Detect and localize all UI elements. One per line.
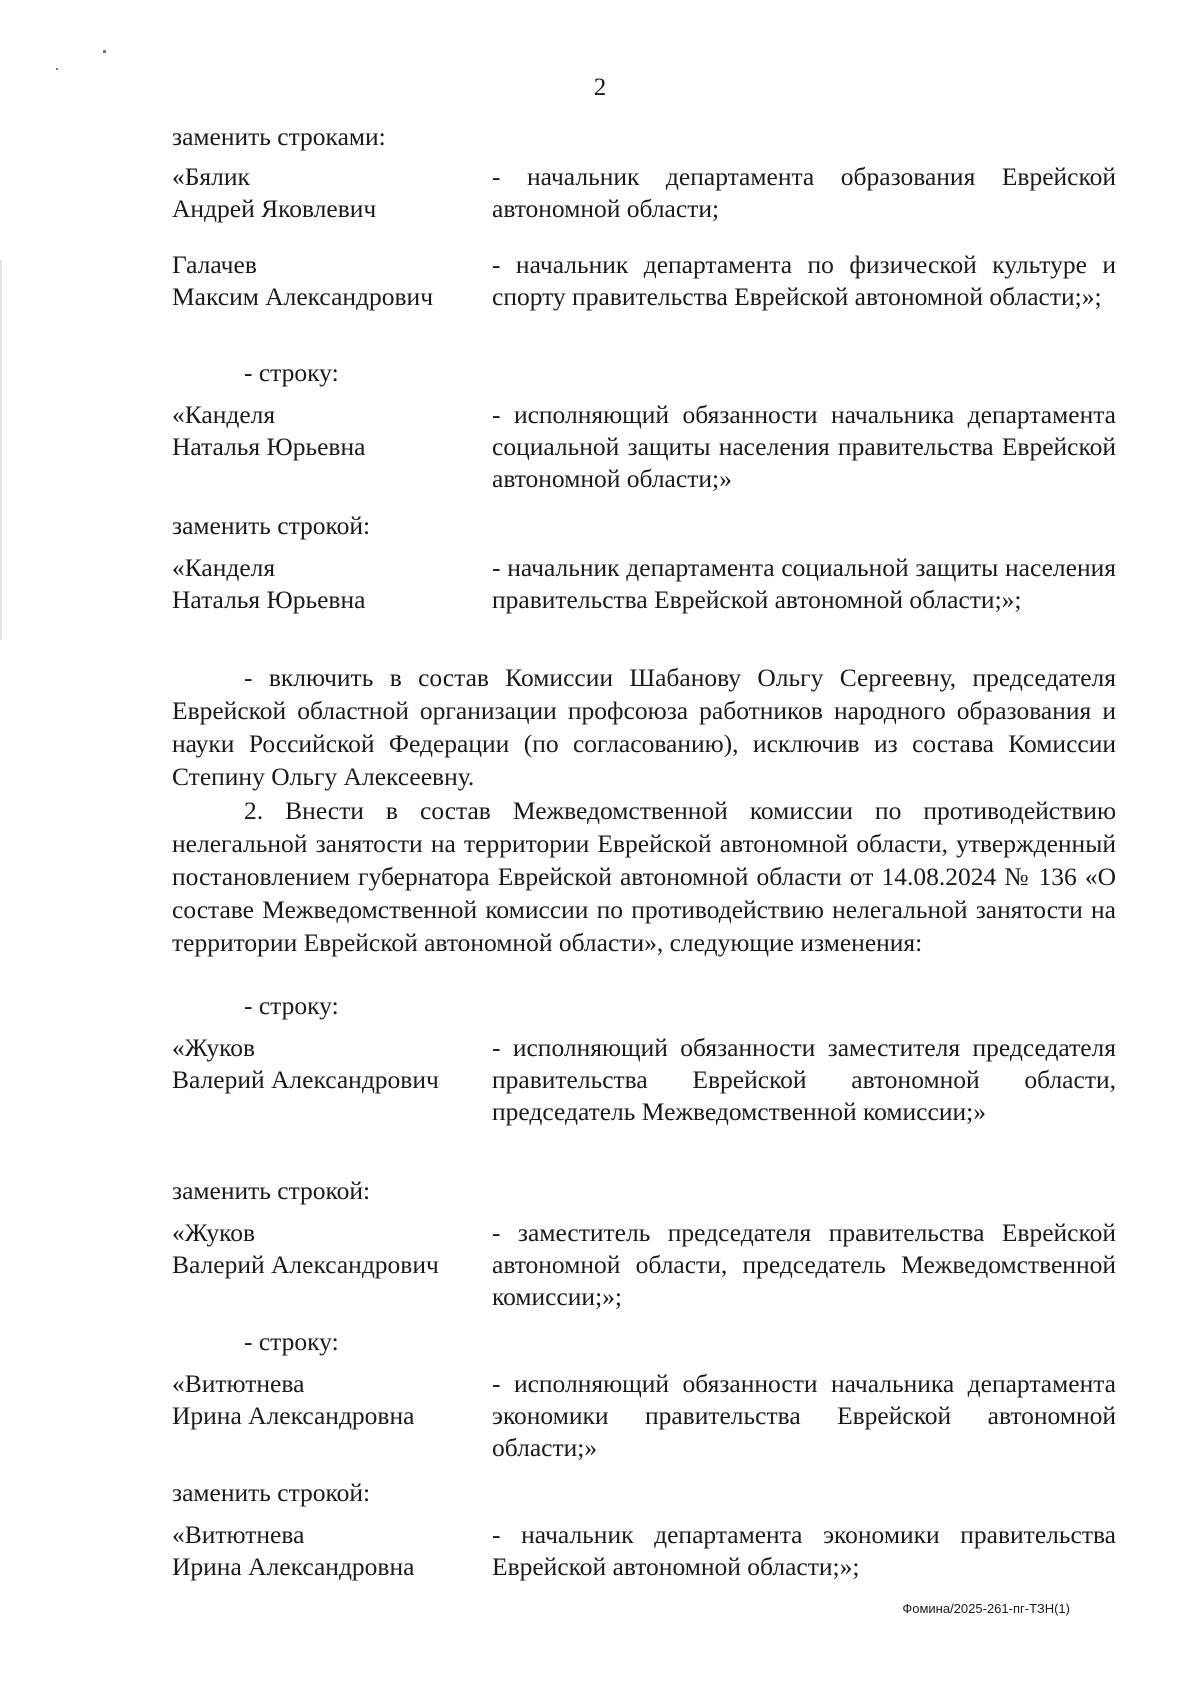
replace-line-label: заменить строкой:: [172, 511, 371, 540]
entry-description: - заместитель председателя правительства Еврейской автономной области, председатель Межведомственной комиссии;»;: [492, 1218, 1116, 1311]
entry-name: «Витютнева Ирина Александровна: [172, 1520, 415, 1581]
line-label: - строку:: [244, 1327, 339, 1356]
entry-description: - начальник департамента социальной защиты населения правительства Еврейской автономной области;»;: [492, 553, 1116, 614]
entry-description: - исполняющий обязанности начальника департамента социальной защиты населения правительства Еврейской автономной области;»: [492, 400, 1116, 493]
entry-description: - начальник департамента по физической культуре и спорту правительства Еврейской автономной области;»;: [492, 250, 1116, 311]
entry-name: Галачев Максим Александрович: [172, 250, 434, 311]
scan-edge: [0, 260, 2, 640]
entry-name: «Жуков Валерий Александрович: [172, 1033, 439, 1094]
replace-line-label: заменить строкой:: [172, 1478, 371, 1507]
line-label: - строку:: [244, 358, 339, 387]
paragraph-include-member: - включить в состав Комиссии Шабанову Ольгу Сергеевну, председателя Еврейской областной организации профсоюза работников народного образования и науки Российской Федерации (по согласованию), исключив из состава Комиссии Степину Ольгу Алексеевну.: [172, 663, 1116, 791]
entry-name: «Витютнева Ирина Александровна: [172, 1369, 415, 1430]
entry-description: - начальник департамента экономики правительства Еврейской автономной области;»;: [492, 1520, 1116, 1581]
entry-description: - исполняющий обязанности начальника департамента экономики правительства Еврейской автономной области;»: [492, 1369, 1116, 1462]
scan-speck: [56, 68, 58, 70]
entry-description: - начальник департамента образования Еврейской автономной области;: [492, 162, 1116, 223]
entry-description: - исполняющий обязанности заместителя председателя правительства Еврейской автономной области, председатель Межведомственной комиссии;»: [492, 1033, 1116, 1126]
paragraph-item-2: 2. Внести в состав Межведомственной комиссии по противодействию нелегальной занятости на территории Еврейской автономной области, утвержденный постановлением губернатора Еврейской автономной области от 14.08.2024 № 136 «О составе Межведомственной комиссии по противодействию нелегальной занятости на территории Еврейской автономной области», следующие изменения:: [172, 796, 1116, 957]
replace-line-label: заменить строкой:: [172, 1176, 371, 1205]
entry-name: «Бялик Андрей Яковлевич: [172, 162, 377, 223]
document-footer-code: Фомина/2025-261-пг-ТЗН(1): [902, 1601, 1070, 1616]
page-number: 2: [593, 74, 607, 101]
entry-name: «Жуков Валерий Александрович: [172, 1218, 439, 1279]
scan-speck: [103, 50, 106, 53]
replace-lines-label: заменить строками:: [172, 122, 386, 151]
entry-name: «Канделя Наталья Юрьевна: [172, 553, 366, 614]
entry-name: «Канделя Наталья Юрьевна: [172, 400, 366, 461]
line-label: - строку:: [244, 991, 339, 1020]
